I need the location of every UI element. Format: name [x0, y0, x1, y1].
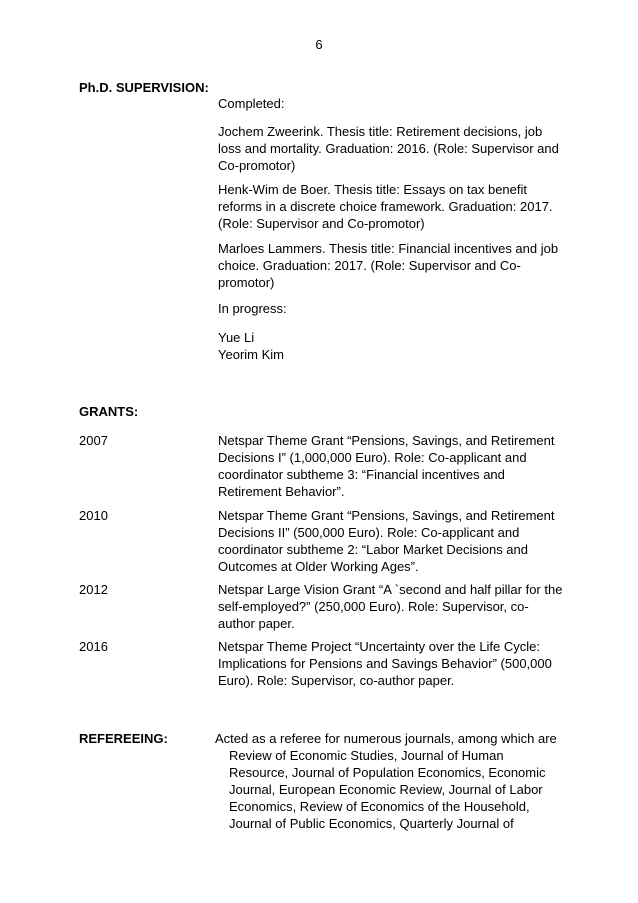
grant-line: Implications for Pensions and Savings Behavior” (500,000	[218, 656, 552, 671]
entry-line: Co-promotor)	[218, 158, 296, 173]
refereeing-line: Acted as a referee for numerous journals, among which are	[215, 731, 557, 746]
phd-completed-entry	[218, 240, 563, 291]
refereeing-label: REFEREEING:	[79, 731, 168, 746]
phd-in-progress-list	[218, 329, 563, 363]
grant-year: 2012	[79, 582, 108, 597]
refereeing-line: Journal of Public Economics, Quarterly Journal of	[229, 816, 514, 831]
completed-heading-text: Completed:	[218, 96, 285, 111]
grant-year: 2007	[79, 433, 108, 448]
phd-completed-entry	[218, 123, 563, 174]
phd-completed-heading	[218, 95, 563, 112]
entry-line: Marloes Lammers. Thesis title: Financial incentives and job	[218, 241, 559, 256]
grant-line: Netspar Theme Grant “Pensions, Savings, and Retirement	[218, 433, 555, 448]
in-progress-heading-text: In progress:	[218, 301, 287, 316]
page-number: 6	[315, 37, 323, 52]
grant-year: 2010	[79, 508, 108, 523]
entry-line: promotor)	[218, 275, 275, 290]
entry-line: (Role: Supervisor and Co-promotor)	[218, 216, 425, 231]
refereeing-line: Resource, Journal of Population Economics, Economic	[229, 765, 546, 780]
grant-description	[218, 507, 563, 575]
grant-year: 2016	[79, 639, 108, 654]
entry-line: loss and mortality. Graduation: 2016. (Role: Supervisor and	[218, 141, 559, 156]
refereeing-line: Review of Economic Studies, Journal of Human	[229, 748, 504, 763]
refereeing-line: Journal, European Economic Review, Journal of Labor	[229, 782, 543, 797]
entry-line: reforms in a discrete choice framework. Graduation: 2017.	[218, 199, 553, 214]
grant-line: Decisions I” (1,000,000 Euro). Role: Co-applicant and	[218, 450, 527, 465]
grant-line: coordinator subtheme 3: “Financial incentives and	[218, 467, 505, 482]
grant-line: Euro). Role: Supervisor, co-author paper.	[218, 673, 455, 688]
grant-line: self-employed?” (250,000 Euro). Role: Supervisor, co-	[218, 599, 529, 614]
grant-line: Decisions II” (500,000 Euro). Role: Co-applicant and	[218, 525, 520, 540]
entry-line: choice. Graduation: 2017. (Role: Supervisor and Co-	[218, 258, 521, 273]
grant-description	[218, 581, 563, 632]
grant-line: Retirement Behavior”.	[218, 484, 345, 499]
phd-completed-entry	[218, 181, 563, 232]
grant-line: Netspar Large Vision Grant “A `second and half pillar for the	[218, 582, 563, 597]
grants-label: GRANTS:	[79, 404, 139, 419]
grant-line: coordinator subtheme 2: “Labor Market Decisions and	[218, 542, 528, 557]
grant-description	[218, 432, 563, 500]
entry-line: Henk-Wim de Boer. Thesis title: Essays on tax benefit	[218, 182, 528, 197]
phd-in-progress-heading	[218, 300, 563, 317]
grant-line: Netspar Theme Grant “Pensions, Savings, and Retirement	[218, 508, 555, 523]
entry-line: Jochem Zweerink. Thesis title: Retirement decisions, job	[218, 124, 543, 139]
refereeing-line: Economics, Review of Economics of the Household,	[229, 799, 530, 814]
grant-line: Netspar Theme Project “Uncertainty over the Life Cycle:	[218, 639, 541, 654]
in-progress-student: Yue Li	[218, 330, 255, 345]
phd-supervision-label: Ph.D. SUPERVISION:	[79, 80, 209, 95]
grant-description	[218, 638, 563, 689]
refereeing-description	[215, 730, 565, 832]
in-progress-student: Yeorim Kim	[218, 347, 284, 362]
grant-line: Outcomes at Older Working Ages”.	[218, 559, 419, 574]
grant-line: author paper.	[218, 616, 295, 631]
